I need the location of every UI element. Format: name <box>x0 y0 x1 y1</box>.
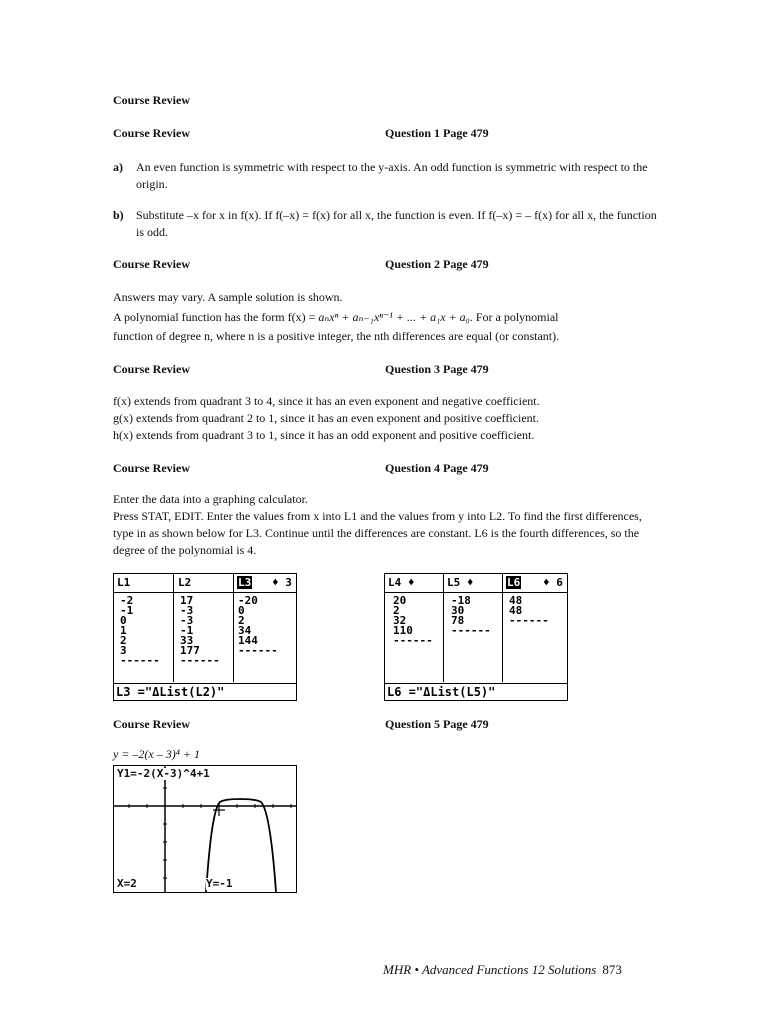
cursor-y-readout: Y=-1 <box>206 877 233 890</box>
q1-part-b <box>113 207 673 243</box>
graph-screen <box>113 765 297 893</box>
part-text: An even function is symmetric with respect to the y-axis. An odd function is symmetric with respect to the origin. <box>136 160 648 191</box>
cursor-x-readout: X=2 <box>117 877 137 890</box>
q4-line-2: Press STAT, EDIT. Enter the values from x into L1 and the values from y into L2. To find the first differences, type in as shown below for L3. Continue until the differences are constant. L6 is the fourth differences, so the degree of the polynomial is 4. <box>113 509 642 557</box>
section-label: Course Review <box>113 126 190 140</box>
footer-text: MHR • Advanced Functions 12 Solutions <box>383 962 597 977</box>
page-footer <box>383 961 622 978</box>
section-header-q3 <box>113 361 673 378</box>
part-label: a) <box>113 160 123 174</box>
section-label: Course Review <box>113 257 190 271</box>
column-divider <box>502 574 503 682</box>
question-label: Question 3 Page 479 <box>385 362 489 376</box>
list-l1: -2 -1 0 1 2 3 ------ <box>120 594 160 667</box>
header-column-number: ♦ 6 <box>543 576 563 589</box>
q2-line-2-start: A polynomial function has the form f(x) = <box>113 310 316 324</box>
q2-line-2 <box>113 309 673 326</box>
q2-line-1: Answers may vary. A sample solution is shown. <box>113 290 343 304</box>
header-column-number: ♦ 3 <box>272 576 292 589</box>
q3-f-line: f(x) extends from quadrant 3 to 4, since it has an even exponent and negative coefficient. <box>113 394 540 408</box>
q2-line-3: function of degree n, where n is a positive integer, the nth differences are equal (or constant). <box>113 329 560 343</box>
question-label: Question 5 Page 479 <box>385 717 489 731</box>
question-label: Question 4 Page 479 <box>385 461 489 475</box>
list-l3: -20 0 2 34 144 ------ <box>238 594 278 657</box>
section-label: Course Review <box>113 461 190 475</box>
header-l5: L5 ♦ <box>447 576 474 589</box>
q1-part-a <box>113 159 673 195</box>
section-header-q1 <box>113 125 673 142</box>
graph-function-label: Y1=-2(X-3)^4+1 <box>117 767 210 780</box>
list-l4: 20 2 32 110 ------ <box>393 594 433 647</box>
column-divider <box>173 574 174 682</box>
q4-line-1: Enter the data into a graphing calculator. <box>113 492 308 506</box>
header-l6: L6 <box>507 576 521 589</box>
section-header-q2 <box>113 256 673 273</box>
list-l5: -18 30 78 ------ <box>451 594 491 637</box>
formula-line: L3 ="ΔList(L2)" <box>114 683 296 700</box>
column-divider <box>233 574 234 682</box>
q5-equation: y = –2(x – 3)⁴ + 1 <box>113 747 201 761</box>
graph-svg <box>114 766 296 892</box>
page-number: 873 <box>602 962 622 977</box>
header-l2: L2 <box>178 576 192 589</box>
list-l2: 17 -3 -3 -1 33 177 ------ <box>180 594 220 667</box>
polynomial-formula: aₙxⁿ + aₙ₋₁xⁿ⁻¹ + ... + a₁x + a₀ <box>318 310 470 324</box>
header-l3: L3 <box>238 576 252 589</box>
calculator-screen-2 <box>384 573 568 701</box>
question-label: Question 1 Page 479 <box>385 126 489 140</box>
part-text: Substitute –x for x in f(x). If f(–x) = f(x) for all x, the function is even. If f(–x) = – f(x) for all x, the function is odd. <box>136 208 657 239</box>
header-l1: L1 <box>117 576 131 589</box>
section-header-q5 <box>113 716 673 733</box>
formula-line: L6 ="ΔList(L5)" <box>385 683 567 700</box>
q3-g-line: g(x) extends from quadrant 2 to 1, since it has an even exponent and positive coefficient. <box>113 411 539 425</box>
page-title: Course Review <box>113 93 190 107</box>
list-header <box>385 574 567 593</box>
question-label: Question 2 Page 479 <box>385 257 489 271</box>
list-l6: 48 48 ------ <box>509 594 549 627</box>
column-divider <box>443 574 444 682</box>
list-header <box>114 574 296 593</box>
section-label: Course Review <box>113 362 190 376</box>
header-l4: L4 ♦ <box>388 576 415 589</box>
calculator-screen-1 <box>113 573 297 701</box>
q3-h-line: h(x) extends from quadrant 3 to 1, since it has an odd exponent and positive coefficient. <box>113 428 535 442</box>
part-label: b) <box>113 208 124 222</box>
section-header-q4 <box>113 460 673 477</box>
section-label: Course Review <box>113 717 190 731</box>
q2-line-2-end: . For a polynomial <box>469 310 559 324</box>
